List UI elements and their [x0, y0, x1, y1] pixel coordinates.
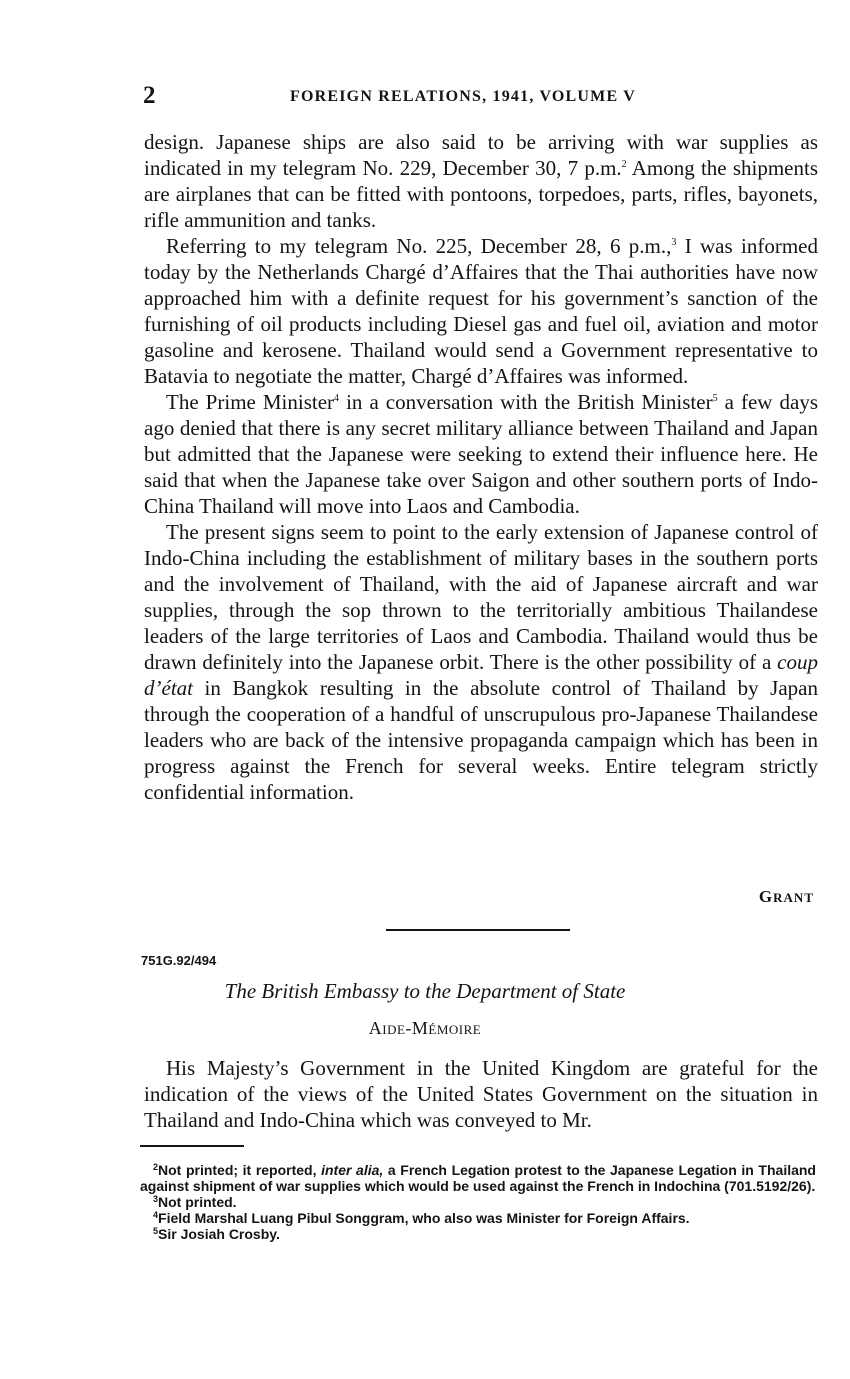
section-divider — [386, 929, 570, 931]
document-type: AIDE-MÉMOIRE — [368, 1018, 482, 1038]
footnote-ref: 3 — [671, 237, 677, 248]
paragraph: design. Japanese ships are also said to be arriving with war supplies as indicated in my telegram No. 229, December 30, 7 p.m.$^2$ Among the shipments are airplanes that can be fitted with pontoons, torpedoes, parts, rifles, bayonets, rifle ammunition and tanks. — [144, 130, 818, 232]
paragraph: His Majesty’s Government in the United Kingdom are grateful for the indication of the views of the United States Government on the situation in Thailand and Indo-China which was conveyed to Mr. — [144, 1056, 818, 1132]
telegram-body — [144, 129, 818, 805]
paragraph: Referring to my telegram No. 225, December 28, 6 p.m.,$^3$ I was informed today by the Netherlands Chargé d’Affaires that the Thai authorities have now approached him with a definite request for his government’s sanction of the furnishing of oil products including Diesel gas and fuel oil, aviation and motor gasoline and kerosene. Thailand would send a Government representative to Batavia to negotiate the matter, Chargé d’Affaires was informed. — [144, 234, 818, 388]
paragraph: The present signs seem to point to the early extension of Japanese control of Indo-China including the establishment of military bases in the southern ports and the involvement of Thailand, with the aid of Japanese aircraft and war supplies, through the sop thrown to the territorially ambitious Thailandese leaders of the large territories of Laos and Cambodia. Thailand would thus be drawn definitely into the Japanese orbit. There is the other possibility of a coup d’état in Bangkok resulting in the absolute control of Thailand by Japan through the cooperation of a handful of unscrupulous pro-Japanese Thailandese leaders who are back of the intensive propaganda campaign which has been in progress against the French for several weeks. Entire telegram strictly confidential information. — [144, 520, 818, 804]
footnote-ref: 5 — [712, 393, 718, 404]
signature: GRANT — [758, 887, 814, 906]
footnote-ref: 4 — [334, 393, 340, 404]
running-title: FOREIGN RELATIONS, 1941, VOLUME V — [290, 88, 636, 105]
footnote: $^3$Not printed. — [153, 1194, 237, 1210]
footnote-ref: 2 — [621, 159, 627, 170]
paragraph: The Prime Minister$^4$ in a conversation with the British Minister$^5$ a few days ago denied that there is any secret military alliance between Thailand and Japan but admitted that the Japanese were seeking to extend their influence here. He said that when the Japanese take over Saigon and other southern ports of Indo-China Thailand will move into Laos and Cambodia. — [144, 390, 818, 518]
footnotes — [140, 1162, 816, 1242]
page-number: 2 — [143, 82, 156, 109]
document-title: The British Embassy to the Department of State — [224, 979, 626, 1003]
footnote: $^4$Field Marshal Luang Pibul Songgram, who also was Minister for Foreign Affairs. — [153, 1210, 690, 1226]
footnote-divider — [140, 1145, 244, 1147]
memo-body — [144, 1055, 818, 1133]
footnote: $^5$Sir Josiah Crosby. — [153, 1226, 280, 1242]
footnote: $^2$Not printed; it reported, inter alia, a French Legation protest to the Japanese Legation in Thailand against shipment of war supplies which would be used against the French in Indochina (701.5192/26). — [140, 1162, 816, 1194]
file-number: 751G.92/494 — [141, 953, 217, 968]
